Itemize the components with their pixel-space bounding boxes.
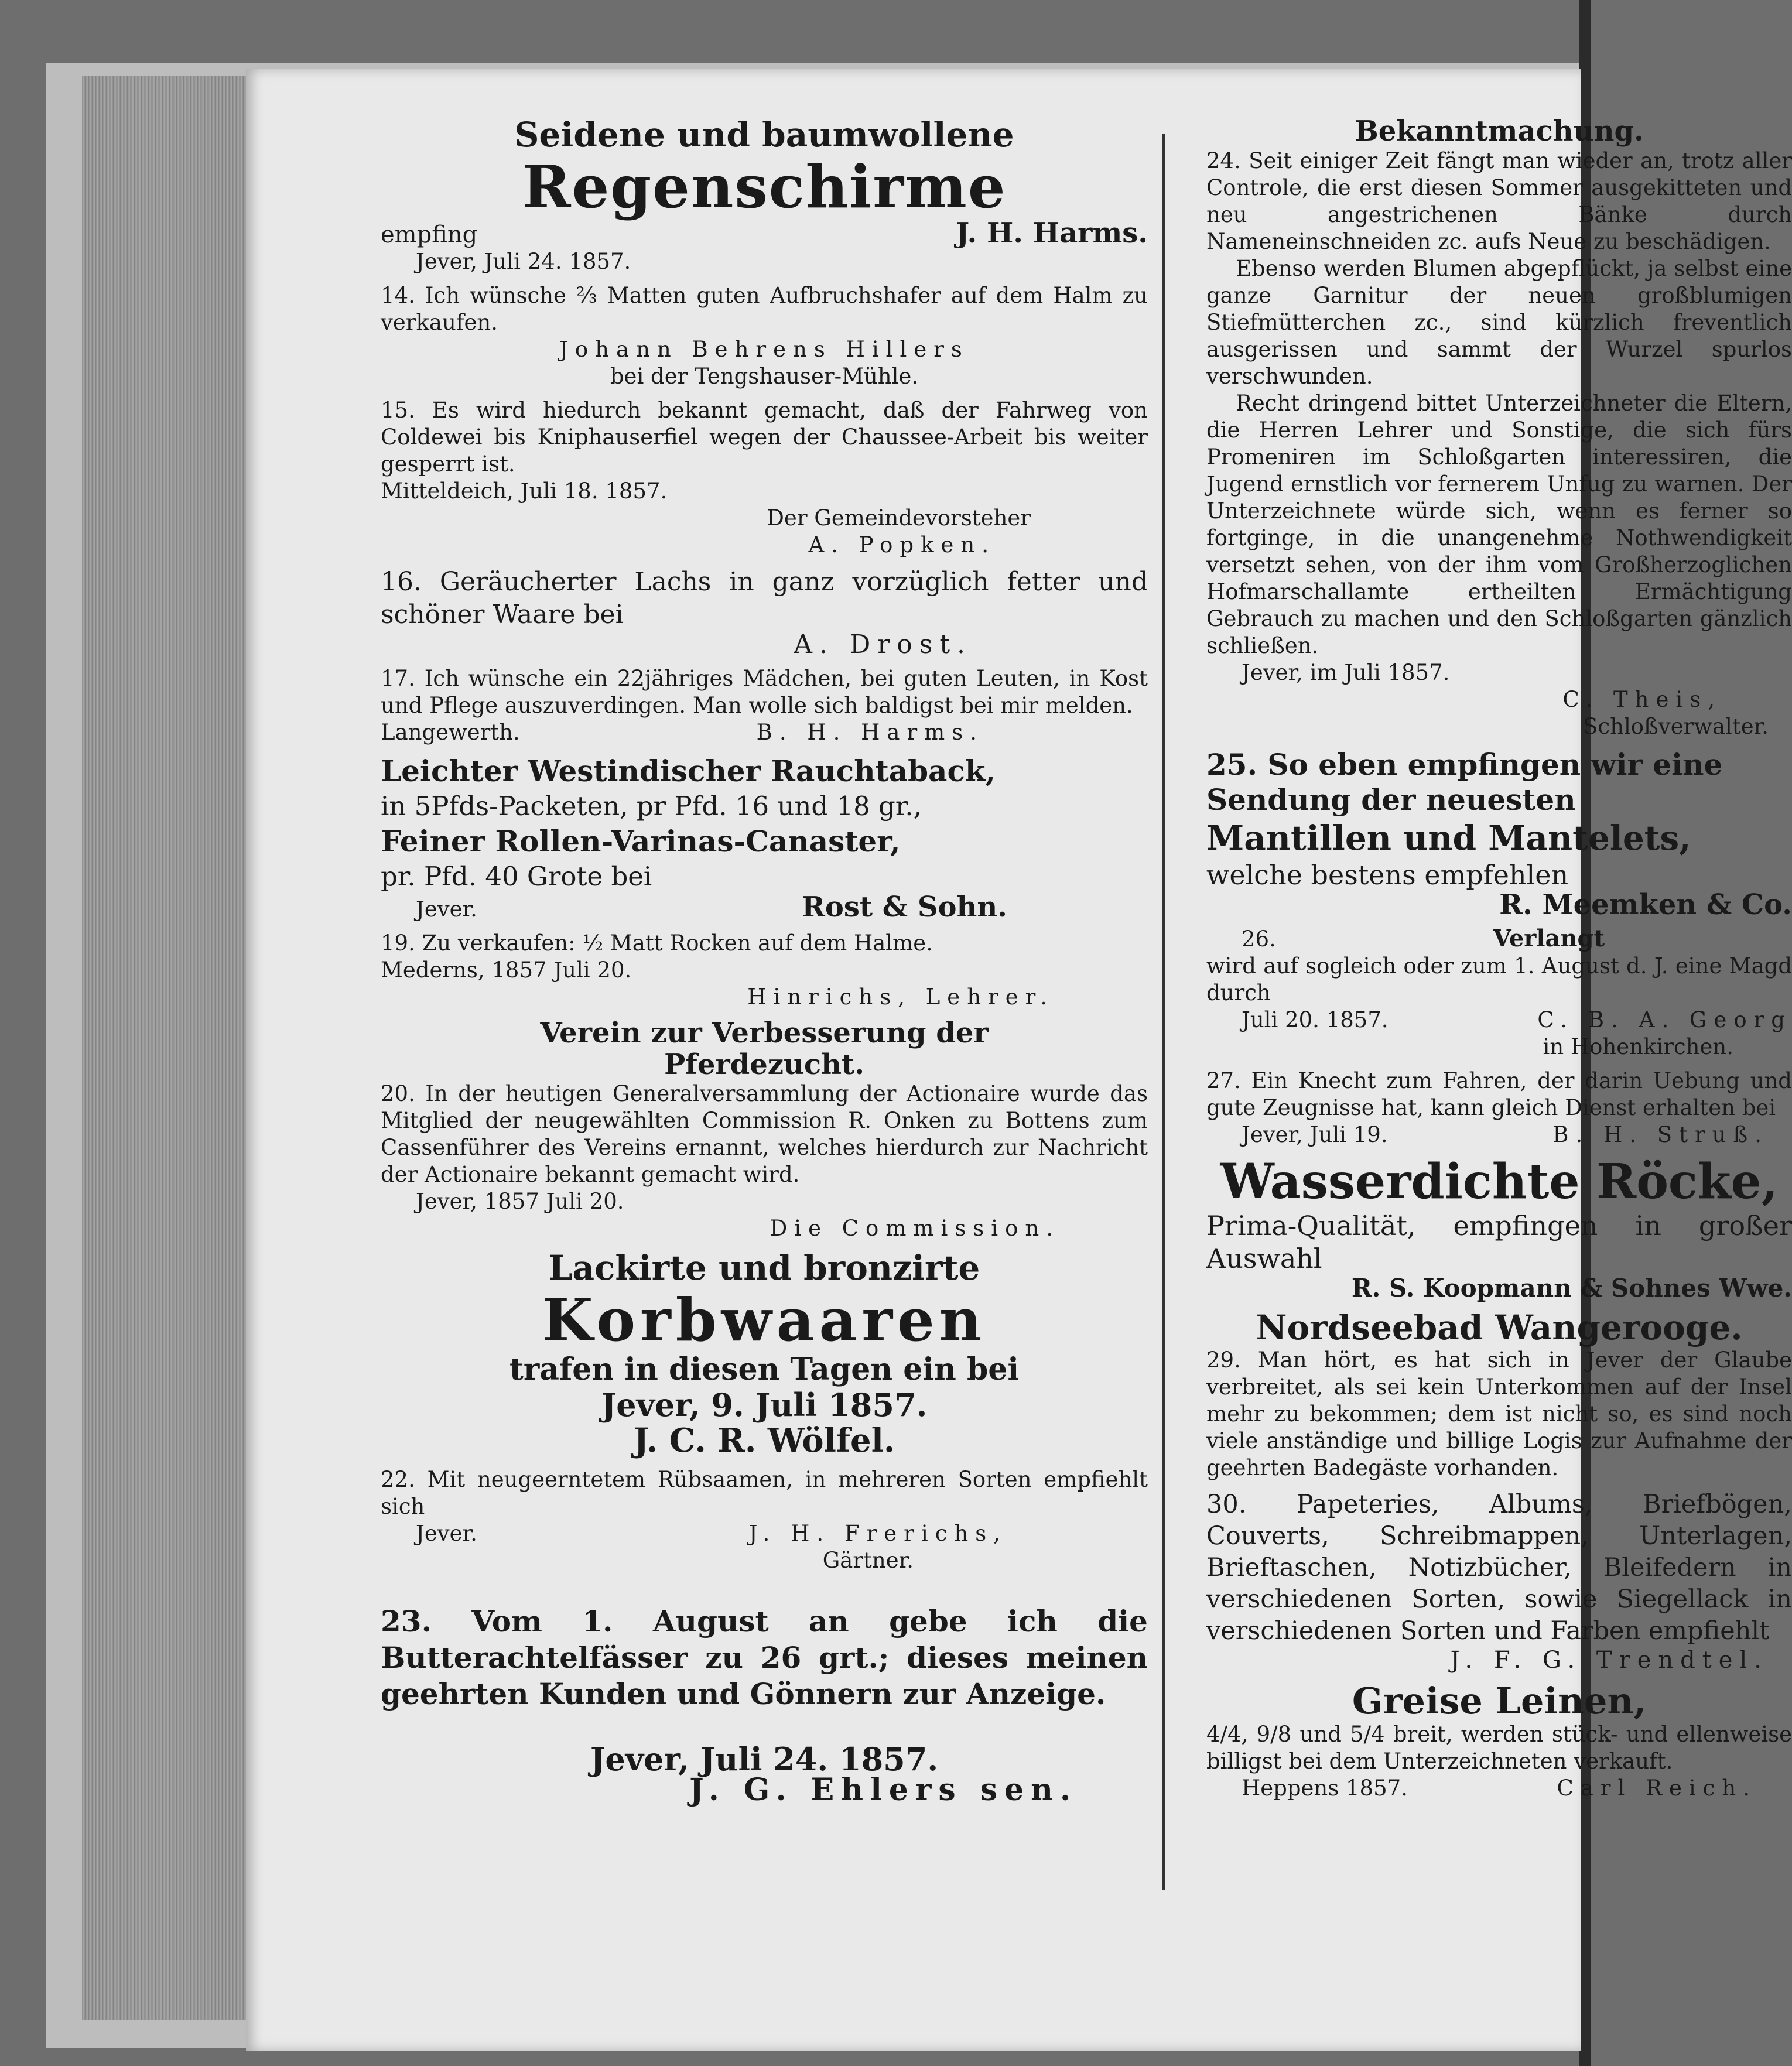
ad-text: Ebenso werden Blumen abgepflückt, ja selbst eine ganze Garnitur der neuen großblumigen Stiefmütterchen zc., sind kürzlich freventlich ausgerissen und sammt der Wurzel spurlos verschwunden. bbox=[1206, 255, 1792, 389]
ad-signature: R. Meemken & Co. bbox=[1499, 888, 1792, 921]
ad-headline: Pferdezucht. bbox=[664, 1048, 864, 1081]
ad-headline: Feiner Rollen-Varinas-Canaster, bbox=[381, 823, 901, 858]
ad-19 bbox=[381, 930, 1148, 1011]
ad-number: 26. bbox=[1242, 926, 1276, 952]
ad-signature: R. S. Koopmann & Sohnes Wwe. bbox=[1351, 1273, 1792, 1302]
ad-text: pr. Pfd. 40 Grote bei bbox=[381, 860, 652, 892]
ad-text: Sendung der neuesten bbox=[1206, 782, 1576, 817]
ad-signature: Die Commission. bbox=[770, 1216, 1060, 1241]
ad-signature: Gärtner. bbox=[822, 1547, 914, 1573]
right-column bbox=[1206, 116, 1792, 2016]
ad-24 bbox=[1206, 116, 1792, 740]
newspaper-page bbox=[246, 69, 1792, 2051]
ad-date: Jever, 1857 Juli 20. bbox=[416, 1189, 624, 1215]
ad-date: Juli 20. 1857. bbox=[1242, 1007, 1389, 1032]
ad-29 bbox=[1206, 1309, 1792, 1482]
ad-date: Jever, 9. Juli 1857. bbox=[601, 1386, 928, 1424]
ad-headline: Seidene und baumwollene bbox=[514, 115, 1014, 155]
ad-text: Recht dringend bittet Unterzeichneter die Eltern, die Herren Lehrer und Sonstige, die sich fürs Promeniren im Schloßgarten interessiren, die Jugend ernstlich vor fernerem Unfug zu warnen. Der Unterzeichnete würde sich, wenn es ferner so fortginge, in die unangenehme Nothwendigkeit versetzt sehen, von der ihm vom Großherzoglichen Hofmarschallamte ertheilten Ermächtigung Gebrauch zu machen und den Schloßgarten gänzlich schließen. bbox=[1206, 390, 1792, 658]
ad-signature: C. B. A. Georg bbox=[1537, 1007, 1792, 1032]
ad-signature: B. H. Harms. bbox=[756, 719, 984, 745]
ad-place: Jever, Juli 19. bbox=[1242, 1121, 1388, 1147]
ad-30 bbox=[1206, 1489, 1792, 1674]
ad-15 bbox=[381, 397, 1148, 559]
ad-signature: Johann Behrens Hillers bbox=[559, 336, 969, 362]
ad-16 bbox=[381, 566, 1148, 658]
ad-text: in 5Pfds-Packeten, pr Pfd. 16 und 18 gr., bbox=[381, 790, 922, 822]
ad-baskets bbox=[381, 1249, 1148, 1459]
ad-signature: Der Gemeindevorsteher bbox=[767, 505, 1031, 531]
ad-headline: Lackirte und bronzirte bbox=[548, 1248, 980, 1288]
ad-signature: B. H. Struß. bbox=[1552, 1121, 1769, 1147]
ad-signature: J. H. Harms. bbox=[956, 216, 1148, 249]
ad-signature: J. C. R. Wölfel. bbox=[633, 1421, 895, 1460]
ad-31 bbox=[1206, 1681, 1792, 1802]
ad-27 bbox=[1206, 1068, 1792, 1148]
ad-headline: Regenschirme bbox=[522, 152, 1007, 221]
ad-28 bbox=[1206, 1155, 1792, 1302]
ad-place: Langewerth. bbox=[381, 719, 520, 745]
page-edges bbox=[82, 76, 269, 2020]
ad-place: Heppens 1857. bbox=[1242, 1775, 1408, 1801]
ad-headline: Mantillen und Mantelets, bbox=[1206, 817, 1691, 858]
ad-date: Mederns, 1857 Juli 20. bbox=[381, 957, 632, 983]
ad-text: 15. Es wird hiedurch bekannt gemacht, daß der Fahrweg von Coldewei bis Kniphauserfiel wegen der Chaussee-Arbeit bis weiter gesperrt ist. bbox=[381, 397, 1148, 477]
ad-text: 25. So eben empfingen wir eine bbox=[1206, 747, 1723, 782]
ad-text: 17. Ich wünsche ein 22jähriges Mädchen, bei guten Leuten, in Kost und Pflege auszuverdingen. Man wolle sich baldigst bei mir melden. bbox=[381, 665, 1148, 718]
ad-headline: Korbwaaren bbox=[542, 1285, 987, 1355]
ad-place: bei der Tengshauser-Mühle. bbox=[610, 363, 919, 389]
ad-headline: Bekanntmachung. bbox=[1355, 115, 1644, 148]
ad-headline: Leichter Westindischer Rauchtaback, bbox=[381, 753, 996, 788]
ad-text: 22. Mit neugeerntetem Rübsaamen, in mehreren Sorten empfiehlt sich bbox=[381, 1466, 1148, 1519]
ad-headline: Verlangt bbox=[1493, 924, 1605, 952]
ad-text: empfing bbox=[381, 221, 478, 248]
ad-place: Jever. bbox=[416, 896, 477, 922]
ad-headline: Greise Leinen, bbox=[1352, 1679, 1647, 1722]
ad-text: 30. Papeteries, Albums, Briefbögen, Couverts, Schreibmappen, Unterlagen, Brieftaschen, Notizbücher, Bleifedern in verschiedenen Sorten, sowie Siegellack in verschiedenen Sorten und Farben empfiehlt bbox=[1206, 1489, 1792, 1646]
ad-place: in Hohenkirchen. bbox=[1543, 1034, 1733, 1059]
ad-date: Mitteldeich, Juli 18. 1857. bbox=[381, 478, 668, 504]
ad-place: Jever. bbox=[416, 1520, 477, 1546]
ad-signature: Hinrichs, Lehrer. bbox=[747, 984, 1054, 1010]
ad-20 bbox=[381, 1018, 1148, 1243]
ad-text: 20. In der heutigen Generalversammlung der Actionaire wurde das Mitglied der neugewählten Commission R. Onken zu Bottens zum Cassenführer des Vereins ernannt, welches hierdurch zur Nachricht der Actionaire bekannt gemacht wird. bbox=[381, 1081, 1148, 1188]
ad-text: welche bestens empfehlen bbox=[1206, 858, 1569, 891]
ad-signature: C. Theis, bbox=[1562, 686, 1722, 712]
ad-text: Prima-Qualität, empfingen in großer Auswahl bbox=[1206, 1209, 1792, 1274]
ad-headline: Verein zur Verbesserung der bbox=[540, 1016, 989, 1049]
ad-22 bbox=[381, 1466, 1148, 1574]
ad-text: 19. Zu verkaufen: ½ Matt Rocken auf dem Halme. bbox=[381, 930, 933, 956]
ad-text: 27. Ein Knecht zum Fahren, der darin Uebung und gute Zeugnisse hat, kann gleich Dienst erhalten bei bbox=[1206, 1068, 1792, 1120]
ad-text: 4/4, 9/8 und 5/4 breit, werden stück- und ellenweise billigst bei dem Unterzeichneten verkauft. bbox=[1206, 1721, 1792, 1774]
column-divider bbox=[1162, 134, 1165, 1890]
left-column bbox=[381, 116, 1148, 2016]
ad-text: 29. Man hört, es hat sich in Jever der Glaube verbreitet, als sei kein Unterkommen auf der Insel mehr zu bekommen; dem ist nicht so, es sind noch viele anständige und billige Logis zur Aufnahme der geehrten Badegäste vorhanden. bbox=[1206, 1347, 1792, 1480]
ad-signature: A. Drost. bbox=[794, 629, 972, 659]
ad-signature: A. Popken. bbox=[808, 532, 996, 557]
ad-text: 23. Vom 1. August an gebe ich die Butterachtelfässer zu 26 grt.; dieses meinen geehrten Kunden und Gönnern zur Anzeige. bbox=[381, 1603, 1148, 1711]
ad-umbrellas bbox=[381, 116, 1148, 275]
ad-26 bbox=[1206, 925, 1792, 1061]
ad-17 bbox=[381, 665, 1148, 746]
ad-text: 14. Ich wünsche ⅔ Matten guten Aufbruchshafer auf dem Halm zu verkaufen. bbox=[381, 282, 1148, 335]
ad-headline: Nordseebad Wangerooge. bbox=[1256, 1307, 1743, 1347]
ad-headline: Wasserdichte Röcke, bbox=[1220, 1153, 1779, 1210]
ad-text: wird auf sogleich oder zum 1. August d. J. eine Magd durch bbox=[1206, 953, 1792, 1005]
ad-signature: Carl Reich. bbox=[1557, 1775, 1757, 1801]
ad-signature: Rost & Sohn. bbox=[801, 890, 1007, 923]
ad-signature: J. G. Ehlers sen. bbox=[689, 1772, 1078, 1808]
ad-signature: J. H. Frerichs, bbox=[748, 1520, 1007, 1546]
ad-signature: Schloßverwalter. bbox=[1583, 713, 1769, 739]
ad-date: Jever, Juli 24. 1857. bbox=[590, 1740, 939, 1778]
ad-14 bbox=[381, 282, 1148, 390]
ad-text: trafen in diesen Tagen ein bei bbox=[509, 1352, 1020, 1388]
ad-tobacco bbox=[381, 753, 1148, 923]
ad-date: Jever, im Juli 1857. bbox=[1242, 659, 1450, 685]
ad-25 bbox=[1206, 747, 1792, 921]
ad-23 bbox=[381, 1603, 1148, 1808]
ad-text: 24. Seit einiger Zeit fängt man wieder an, trotz aller Controle, die erst diesen Sommer ausgekitteten und neu angestrichenen Bänke durch Nameneinschneiden zc. aufs Neue zu beschädigen. bbox=[1206, 148, 1792, 254]
ad-signature: J. F. G. Trendtel. bbox=[1450, 1646, 1769, 1674]
ad-text: 16. Geräucherter Lachs in ganz vorzüglich fetter und schöner Waare bei bbox=[381, 566, 1148, 630]
ad-date: Jever, Juli 24. 1857. bbox=[416, 248, 631, 274]
